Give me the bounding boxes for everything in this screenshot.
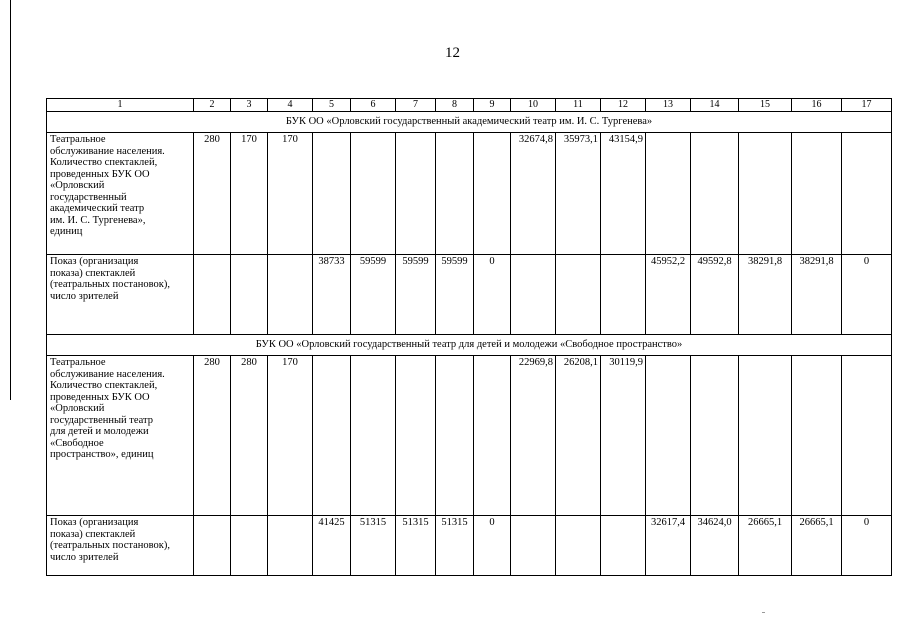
row-description: Театральное обслуживание населения. Количество спектаклей, проведенных БУК ОО «Орловский государственный театр для детей и молодежи «Свободное пространство», единиц: [47, 356, 194, 516]
table-cell: 26208,1: [556, 356, 601, 516]
column-header-1: 1: [47, 99, 194, 112]
table-cell: 280: [194, 356, 231, 516]
section-header-row: [47, 335, 892, 356]
table-cell: [194, 516, 231, 576]
row-description: Театральное обслуживание населения. Количество спектаклей, проведенных БУК ОО «Орловский государственный академический театр им. И. С. Тургенева», единиц: [47, 133, 194, 255]
table-cell: 35973,1: [556, 133, 601, 255]
table-cell: [474, 133, 511, 255]
table-cell: 0: [842, 255, 892, 335]
table-cell: 0: [474, 516, 511, 576]
section-title: БУК ОО «Орловский государственный академический театр им. И. С. Тургенева»: [47, 112, 892, 133]
table-cell: [556, 516, 601, 576]
table-row: [47, 356, 892, 516]
table-cell: [436, 133, 474, 255]
column-header-13: 13: [646, 99, 691, 112]
table-cell: 280: [194, 133, 231, 255]
table-cell: 38291,8: [792, 255, 842, 335]
column-header-15: 15: [739, 99, 792, 112]
table-cell: [842, 356, 892, 516]
row-description: Показ (организация показа) спектаклей (театральных постановок), число зрителей: [47, 255, 194, 335]
table-cell: 26665,1: [792, 516, 842, 576]
table-cell: 45952,2: [646, 255, 691, 335]
page-number: 12: [445, 45, 460, 61]
section-title: БУК ОО «Орловский государственный театр для детей и молодежи «Свободное пространство»: [47, 335, 892, 356]
table-cell: [792, 133, 842, 255]
table-cell: 59599: [436, 255, 474, 335]
table-cell: [691, 356, 739, 516]
table-cell: [511, 516, 556, 576]
column-header-12: 12: [601, 99, 646, 112]
table-cell: 0: [842, 516, 892, 576]
column-header-6: 6: [351, 99, 396, 112]
table-cell: [396, 356, 436, 516]
table-cell: 51315: [396, 516, 436, 576]
table-cell: [313, 356, 351, 516]
table-cell: [231, 255, 268, 335]
table-cell: 43154,9: [601, 133, 646, 255]
table-cell: 38733: [313, 255, 351, 335]
table-cell: [474, 356, 511, 516]
table-cell: [351, 133, 396, 255]
column-header-3: 3: [231, 99, 268, 112]
table-cell: 51315: [351, 516, 396, 576]
table-cell: [194, 255, 231, 335]
table-cell: [351, 356, 396, 516]
table-cell: 49592,8: [691, 255, 739, 335]
column-header-7: 7: [396, 99, 436, 112]
column-header-16: 16: [792, 99, 842, 112]
table-cell: [231, 516, 268, 576]
column-header-5: 5: [313, 99, 351, 112]
table-cell: [739, 356, 792, 516]
table-cell: [646, 133, 691, 255]
table-cell: 59599: [351, 255, 396, 335]
header-row: [47, 99, 892, 112]
table-row: [47, 255, 892, 335]
table-cell: [396, 133, 436, 255]
table-cell: 59599: [396, 255, 436, 335]
column-header-9: 9: [474, 99, 511, 112]
table-cell: 38291,8: [739, 255, 792, 335]
table-cell: 170: [268, 356, 313, 516]
table-cell: [436, 356, 474, 516]
table-cell: [313, 133, 351, 255]
table-cell: [739, 133, 792, 255]
row-description: Показ (организация показа) спектаклей (театральных постановок), число зрителей: [47, 516, 194, 576]
table-cell: [601, 255, 646, 335]
table-cell: 170: [231, 133, 268, 255]
table-cell: 170: [268, 133, 313, 255]
column-header-4: 4: [268, 99, 313, 112]
table-row: [47, 516, 892, 576]
scan-speck: [762, 612, 765, 613]
column-header-8: 8: [436, 99, 474, 112]
table-cell: [511, 255, 556, 335]
column-header-14: 14: [691, 99, 739, 112]
table-cell: 26665,1: [739, 516, 792, 576]
section-header-row: [47, 112, 892, 133]
table-cell: 30119,9: [601, 356, 646, 516]
table-cell: [268, 516, 313, 576]
column-header-11: 11: [556, 99, 601, 112]
table-cell: [792, 356, 842, 516]
table-cell: 51315: [436, 516, 474, 576]
table-cell: [268, 255, 313, 335]
table-cell: 41425: [313, 516, 351, 576]
data-table: [46, 98, 892, 576]
table-cell: 0: [474, 255, 511, 335]
table-cell: [646, 356, 691, 516]
table-cell: [601, 516, 646, 576]
table-cell: [691, 133, 739, 255]
table-cell: 22969,8: [511, 356, 556, 516]
table-cell: [556, 255, 601, 335]
table-cell: 32617,4: [646, 516, 691, 576]
table-row: [47, 133, 892, 255]
column-header-2: 2: [194, 99, 231, 112]
column-header-17: 17: [842, 99, 892, 112]
column-header-10: 10: [511, 99, 556, 112]
table-cell: 34624,0: [691, 516, 739, 576]
table-cell: 32674,8: [511, 133, 556, 255]
table-body: [47, 99, 892, 576]
table-cell: 280: [231, 356, 268, 516]
table-cell: [842, 133, 892, 255]
